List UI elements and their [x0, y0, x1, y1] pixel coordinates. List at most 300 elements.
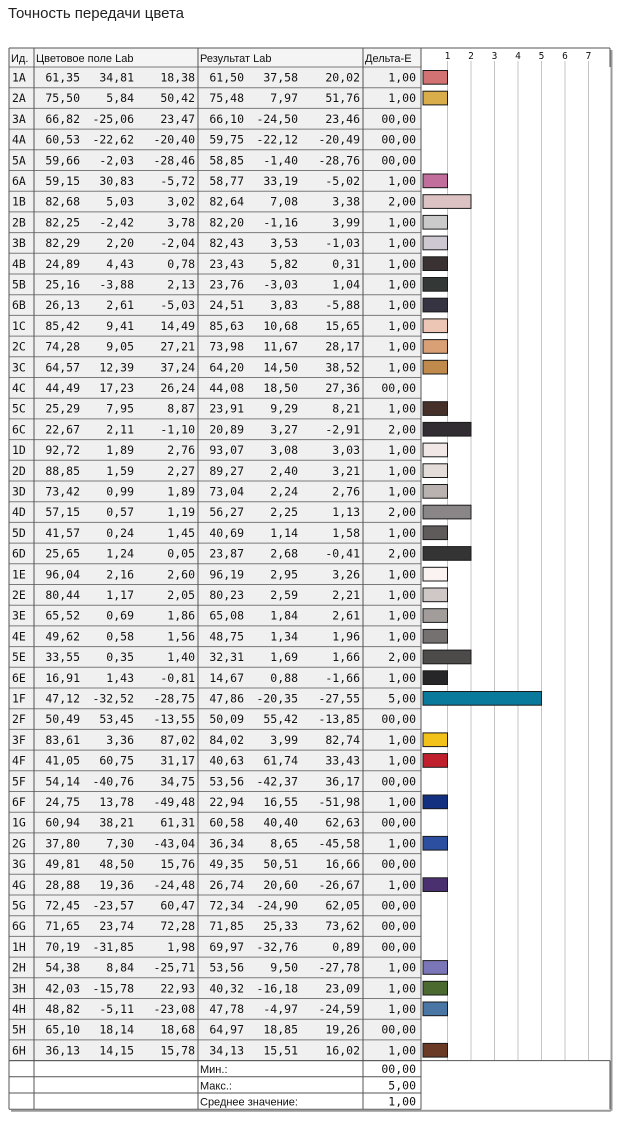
- target-lab-value: 14,49: [160, 318, 195, 333]
- row-id: 4A: [12, 132, 26, 147]
- row-id: 6D: [12, 546, 26, 561]
- target-lab-value: 41,57: [45, 525, 80, 540]
- table-row: [12, 940, 416, 954]
- result-lab-value: -24,50: [256, 111, 298, 126]
- result-lab-value: 50,09: [209, 712, 244, 727]
- delta-e-value: 1,00: [388, 629, 416, 644]
- result-lab-value: 23,91: [209, 401, 244, 416]
- table-row: [12, 857, 416, 871]
- result-lab-value: -1,40: [263, 153, 298, 168]
- result-lab-value: -5,02: [325, 174, 360, 188]
- result-lab-value: 15,65: [325, 318, 360, 333]
- delta-e-value: 00,00: [381, 1022, 416, 1037]
- target-lab-value: 44,49: [45, 381, 80, 395]
- target-lab-value: 73,42: [45, 484, 80, 499]
- result-lab-value: 47,78: [209, 1002, 244, 1016]
- result-lab-value: -45,58: [318, 836, 360, 851]
- target-lab-value: -31,85: [92, 939, 134, 954]
- delta-e-bar: [423, 505, 471, 519]
- delta-e-bar: [423, 981, 448, 995]
- result-lab-value: 49,35: [209, 857, 244, 872]
- target-lab-value: 41,05: [45, 753, 80, 768]
- target-lab-value: 70,19: [45, 939, 80, 954]
- result-lab-value: 7,97: [270, 91, 298, 106]
- result-lab-value: 1,69: [270, 650, 298, 665]
- target-lab-value: -2,03: [99, 153, 134, 168]
- result-lab-value: 23,46: [325, 111, 360, 126]
- delta-e-bar: [423, 319, 448, 333]
- row-id: 1E: [12, 567, 26, 582]
- target-lab-value: 82,29: [45, 236, 80, 251]
- target-lab-value: -2,42: [99, 215, 134, 230]
- row-id: 6C: [12, 422, 26, 437]
- result-lab-value: 7,08: [270, 194, 298, 209]
- target-lab-value: 64,57: [45, 360, 80, 375]
- delta-e-value: 00,00: [381, 857, 416, 872]
- result-lab-value: 84,02: [209, 732, 244, 747]
- scale-tick-label: 7: [585, 51, 592, 62]
- delta-e-value: 1,00: [388, 91, 416, 106]
- header-delta-e: Дельта-E: [365, 53, 412, 65]
- target-lab-value: 88,85: [45, 463, 80, 478]
- row-id: 1F: [12, 691, 26, 706]
- result-lab-value: 85,63: [209, 318, 244, 333]
- result-lab-value: 20,60: [263, 877, 298, 892]
- delta-e-bar: [423, 278, 448, 292]
- target-lab-value: 36,13: [45, 1043, 80, 1058]
- delta-e-bar: [423, 526, 448, 540]
- result-lab-value: 72,34: [209, 898, 244, 913]
- row-id: 4E: [12, 629, 26, 644]
- delta-e-value: 1,00: [388, 174, 416, 188]
- result-lab-value: 53,56: [209, 774, 244, 789]
- row-id: 2D: [12, 463, 26, 478]
- delta-e-bar: [423, 588, 448, 602]
- delta-e-bar: [423, 91, 448, 105]
- delta-e-bar: [423, 629, 448, 643]
- delta-e-value: 1,00: [388, 670, 416, 685]
- delta-e-bar: [423, 215, 448, 229]
- result-lab-value: 24,51: [209, 298, 244, 313]
- target-lab-value: 3,36: [106, 732, 134, 747]
- target-lab-value: -0,81: [160, 670, 195, 685]
- delta-e-value: 2,00: [388, 194, 416, 209]
- row-id: 5C: [12, 401, 26, 416]
- target-lab-value: 38,21: [99, 815, 134, 830]
- result-lab-value: 19,26: [325, 1022, 360, 1037]
- result-lab-value: 2,61: [332, 608, 360, 623]
- result-lab-value: 82,74: [325, 732, 360, 747]
- target-lab-value: 34,81: [99, 70, 134, 85]
- delta-e-value: 00,00: [381, 774, 416, 789]
- target-lab-value: -20,40: [153, 132, 195, 147]
- target-lab-value: 5,84: [106, 91, 134, 106]
- target-lab-value: -5,11: [99, 1002, 134, 1016]
- target-lab-value: 25,16: [45, 277, 80, 292]
- target-lab-value: 37,24: [160, 360, 195, 375]
- target-lab-value: 8,87: [167, 401, 195, 416]
- target-lab-value: -25,06: [92, 111, 134, 126]
- target-lab-value: 60,47: [160, 898, 195, 913]
- result-lab-value: 16,55: [263, 795, 298, 809]
- header-id: Ид.: [11, 53, 29, 65]
- row-id: 2C: [12, 339, 26, 354]
- delta-e-value: 00,00: [381, 939, 416, 954]
- row-id: 6F: [12, 795, 26, 809]
- scale-tick-label: 6: [562, 51, 568, 62]
- target-lab-value: 25,29: [45, 401, 80, 416]
- scale-tick-label: 4: [515, 51, 521, 62]
- result-lab-value: 36,17: [325, 774, 360, 789]
- row-id: 2E: [12, 588, 26, 602]
- target-lab-value: 0,78: [167, 256, 195, 271]
- target-lab-value: 24,75: [45, 795, 80, 809]
- header-target-lab: Цветовое поле Lab: [36, 53, 134, 65]
- delta-e-bar: [423, 174, 448, 188]
- target-lab-value: -2,04: [160, 236, 195, 251]
- delta-e-bar: [423, 422, 471, 436]
- target-lab-value: 18,38: [160, 70, 195, 85]
- result-lab-value: 61,74: [263, 753, 298, 768]
- target-lab-value: 27,21: [160, 339, 195, 354]
- result-lab-value: -2,91: [325, 422, 360, 437]
- delta-e-value: 1,00: [388, 215, 416, 230]
- target-lab-value: 1,89: [106, 443, 134, 458]
- target-lab-value: -5,72: [160, 174, 195, 188]
- result-lab-value: -24,90: [256, 898, 298, 913]
- summary-label: Макс.:: [200, 1080, 232, 1093]
- result-lab-value: 2,76: [332, 484, 360, 499]
- target-lab-value: 0,05: [167, 546, 195, 561]
- result-lab-value: 89,27: [209, 463, 244, 478]
- target-lab-value: 2,05: [167, 588, 195, 602]
- result-lab-value: 2,24: [270, 484, 298, 499]
- delta-e-bar: [423, 878, 448, 892]
- result-lab-value: 80,23: [209, 588, 244, 602]
- result-lab-value: 3,99: [332, 215, 360, 230]
- delta-e-value: 1,00: [388, 525, 416, 540]
- result-lab-value: 1,58: [332, 525, 360, 540]
- target-lab-value: 14,15: [99, 1043, 134, 1058]
- delta-e-value: 2,00: [388, 422, 416, 437]
- row-id: 6B: [12, 298, 26, 313]
- target-lab-value: 25,65: [45, 546, 80, 561]
- target-lab-value: -22,62: [92, 132, 134, 147]
- target-lab-value: -32,52: [92, 691, 134, 706]
- delta-e-bar: [423, 795, 448, 809]
- delta-e-value: 1,00: [388, 1043, 416, 1058]
- row-id: 5A: [12, 153, 26, 168]
- result-lab-value: 58,77: [209, 174, 244, 188]
- delta-e-value: 1,00: [388, 318, 416, 333]
- result-lab-value: 93,07: [209, 443, 244, 458]
- delta-e-value: 5,00: [388, 691, 416, 706]
- target-lab-value: 49,81: [45, 857, 80, 872]
- result-lab-value: 3,27: [270, 422, 298, 437]
- result-lab-value: 15,51: [263, 1043, 298, 1058]
- target-lab-value: -40,76: [92, 774, 134, 789]
- target-lab-value: 96,04: [45, 567, 80, 582]
- result-lab-value: -26,67: [318, 877, 360, 892]
- target-lab-value: 2,11: [106, 422, 134, 437]
- result-lab-value: 40,40: [263, 815, 298, 830]
- result-lab-value: -13,85: [318, 712, 360, 727]
- result-lab-value: 55,42: [263, 712, 298, 727]
- target-lab-value: 85,42: [45, 318, 80, 333]
- result-lab-value: -4,97: [263, 1002, 298, 1016]
- result-lab-value: 73,62: [325, 919, 360, 934]
- result-lab-value: -5,88: [325, 298, 360, 313]
- result-lab-value: 27,36: [325, 381, 360, 395]
- table-row: [12, 899, 416, 913]
- target-lab-value: 82,68: [45, 194, 80, 209]
- target-lab-value: -25,71: [153, 960, 195, 975]
- row-id: 3G: [12, 857, 26, 872]
- result-lab-value: 23,09: [325, 981, 360, 996]
- delta-e-value: 1,00: [388, 836, 416, 851]
- row-id: 2A: [12, 91, 26, 106]
- row-id: 5H: [12, 1022, 26, 1037]
- result-lab-value: 60,58: [209, 815, 244, 830]
- delta-e-value: 1,00: [388, 298, 416, 313]
- result-lab-value: 44,08: [209, 381, 244, 395]
- delta-e-bar: [423, 650, 471, 664]
- result-lab-value: 66,10: [209, 111, 244, 126]
- result-lab-value: 40,63: [209, 753, 244, 768]
- target-lab-value: 75,50: [45, 91, 80, 106]
- target-lab-value: 49,62: [45, 629, 80, 644]
- result-lab-value: 33,19: [263, 174, 298, 188]
- target-lab-value: 2,27: [167, 463, 195, 478]
- result-lab-value: -20,49: [318, 132, 360, 147]
- footer-area: [9, 1061, 610, 1110]
- target-lab-value: 1,24: [106, 546, 134, 561]
- target-lab-value: 18,68: [160, 1022, 195, 1037]
- row-id: 3H: [12, 981, 26, 996]
- target-lab-value: 26,24: [160, 381, 195, 395]
- delta-e-bar: [423, 443, 448, 457]
- result-lab-value: 1,13: [332, 505, 360, 520]
- target-lab-value: 23,47: [160, 111, 195, 126]
- delta-e-bar: [423, 340, 448, 354]
- target-lab-value: 42,03: [45, 981, 80, 996]
- delta-e-bar: [423, 609, 448, 623]
- target-lab-value: 17,23: [99, 381, 134, 395]
- target-lab-value: -15,78: [92, 981, 134, 996]
- target-lab-value: 7,95: [106, 401, 134, 416]
- result-lab-value: 22,94: [209, 795, 244, 809]
- header-result-lab: Результат Lab: [200, 53, 272, 65]
- result-lab-value: 3,53: [270, 236, 298, 251]
- result-lab-value: -32,76: [256, 939, 298, 954]
- summary-value: 1,00: [388, 1094, 416, 1109]
- target-lab-value: 23,74: [99, 919, 134, 934]
- delta-e-bar: [423, 298, 448, 312]
- row-id: 5B: [12, 277, 26, 292]
- target-lab-value: 24,89: [45, 256, 80, 271]
- row-id: 1H: [12, 939, 26, 954]
- delta-e-value: 1,00: [388, 256, 416, 271]
- result-lab-value: 73,98: [209, 339, 244, 354]
- delta-e-bar: [423, 547, 471, 561]
- row-id: 6H: [12, 1043, 26, 1058]
- result-lab-value: 2,95: [270, 567, 298, 582]
- row-id: 1C: [12, 318, 26, 333]
- result-lab-value: 1,34: [270, 629, 298, 644]
- result-lab-value: 37,58: [263, 70, 298, 85]
- result-lab-value: 2,59: [270, 588, 298, 602]
- row-id: 5E: [12, 650, 26, 665]
- delta-e-bar: [423, 464, 448, 478]
- delta-e-value: 1,00: [388, 277, 416, 292]
- result-lab-value: -1,66: [325, 670, 360, 685]
- delta-e-bar: [423, 360, 448, 374]
- row-id: 3A: [12, 111, 26, 126]
- result-lab-value: -24,59: [318, 1002, 360, 1016]
- result-lab-value: 18,85: [263, 1022, 298, 1037]
- target-lab-value: 2,13: [167, 277, 195, 292]
- delta-e-bar: [423, 485, 448, 499]
- result-lab-value: 62,05: [325, 898, 360, 913]
- result-lab-value: -27,55: [318, 691, 360, 706]
- target-lab-value: 60,53: [45, 132, 80, 147]
- target-lab-value: 2,61: [106, 298, 134, 313]
- result-lab-value: 16,66: [325, 857, 360, 872]
- delta-e-value: 1,00: [388, 236, 416, 251]
- delta-e-bar: [423, 1002, 448, 1016]
- target-lab-value: -23,08: [153, 1002, 195, 1016]
- result-lab-value: 0,31: [332, 256, 360, 271]
- result-lab-value: -22,12: [256, 132, 298, 147]
- delta-e-value: 1,00: [388, 608, 416, 623]
- result-lab-value: 75,48: [209, 91, 244, 106]
- target-lab-value: 22,67: [45, 422, 80, 437]
- target-lab-value: 1,86: [167, 608, 195, 623]
- delta-e-bar: [423, 71, 448, 85]
- delta-e-value: 1,00: [388, 463, 416, 478]
- target-lab-value: 2,60: [167, 567, 195, 582]
- target-lab-value: 57,15: [45, 505, 80, 520]
- result-lab-value: 58,85: [209, 153, 244, 168]
- scale-tick-label: 2: [468, 51, 474, 62]
- target-lab-value: 48,50: [99, 857, 134, 872]
- target-lab-value: 3,78: [167, 215, 195, 230]
- target-lab-value: 5,03: [106, 194, 134, 209]
- table-row: [12, 774, 416, 788]
- delta-e-bar: [423, 236, 448, 250]
- result-lab-value: 2,68: [270, 546, 298, 561]
- delta-e-bar: [423, 1043, 448, 1057]
- row-id: 6E: [12, 670, 26, 685]
- delta-e-bar: [423, 692, 542, 706]
- result-lab-value: 59,75: [209, 132, 244, 147]
- result-lab-value: 33,43: [325, 753, 360, 768]
- result-lab-value: 2,25: [270, 505, 298, 520]
- target-lab-value: 7,30: [106, 836, 134, 851]
- target-lab-value: -3,88: [99, 277, 134, 292]
- target-lab-value: 83,61: [45, 732, 80, 747]
- target-lab-value: -24,48: [153, 877, 195, 892]
- result-lab-value: 96,19: [209, 567, 244, 582]
- target-lab-value: 12,39: [99, 360, 134, 375]
- result-lab-value: 47,86: [209, 691, 244, 706]
- target-lab-value: 18,14: [99, 1022, 134, 1037]
- row-id: 4D: [12, 505, 26, 520]
- table-row: [12, 153, 416, 167]
- delta-e-value: 1,00: [388, 70, 416, 85]
- row-id: 2G: [12, 836, 26, 851]
- result-lab-value: 62,63: [325, 815, 360, 830]
- result-lab-value: 51,76: [325, 91, 360, 106]
- target-lab-value: 28,88: [45, 877, 80, 892]
- delta-e-value: 00,00: [381, 153, 416, 168]
- delta-e-bar: [423, 671, 448, 685]
- result-lab-value: 1,84: [270, 608, 298, 623]
- target-lab-value: 30,83: [99, 174, 134, 188]
- delta-e-value: 2,00: [388, 650, 416, 665]
- target-lab-value: 74,28: [45, 339, 80, 354]
- delta-e-value: 00,00: [381, 815, 416, 830]
- delta-e-value: 1,00: [388, 339, 416, 354]
- result-lab-value: 23,76: [209, 277, 244, 292]
- delta-e-value: 1,00: [388, 732, 416, 747]
- summary-label: Среднее значение:: [200, 1096, 298, 1109]
- result-lab-value: 40,69: [209, 525, 244, 540]
- target-lab-value: 15,76: [160, 857, 195, 872]
- target-lab-value: 9,05: [106, 339, 134, 354]
- delta-e-value: 00,00: [381, 132, 416, 147]
- row-id: 4B: [12, 256, 26, 271]
- target-lab-value: -28,46: [153, 153, 195, 168]
- target-lab-value: 19,36: [99, 877, 134, 892]
- scale-tick-label: 5: [538, 51, 545, 62]
- row-id: 2H: [12, 960, 26, 975]
- result-lab-value: 28,17: [325, 339, 360, 354]
- target-lab-value: 59,15: [45, 174, 80, 188]
- delta-e-value: 00,00: [381, 111, 416, 126]
- delta-e-bar: [423, 257, 448, 271]
- result-lab-value: 1,96: [332, 629, 360, 644]
- row-id: 1A: [12, 70, 26, 85]
- result-lab-value: 3,08: [270, 443, 298, 458]
- result-lab-value: 10,68: [263, 318, 298, 333]
- result-lab-value: 20,02: [325, 70, 360, 85]
- target-lab-value: 61,35: [45, 70, 80, 85]
- row-id: 1B: [12, 194, 26, 209]
- result-lab-value: 3,21: [332, 463, 360, 478]
- target-lab-value: 9,41: [106, 318, 134, 333]
- target-lab-value: 50,42: [160, 91, 195, 106]
- target-lab-value: 15,78: [160, 1043, 195, 1058]
- row-id: 5G: [12, 898, 26, 913]
- target-lab-value: 65,10: [45, 1022, 80, 1037]
- result-lab-value: 1,66: [332, 650, 360, 665]
- target-lab-value: 37,80: [45, 836, 80, 851]
- result-lab-value: 23,87: [209, 546, 244, 561]
- result-lab-value: 53,56: [209, 960, 244, 975]
- result-lab-value: -0,41: [325, 546, 360, 561]
- row-id: 3D: [12, 484, 26, 499]
- result-lab-value: 64,20: [209, 360, 244, 375]
- delta-e-value: 00,00: [381, 712, 416, 727]
- delta-e-value: 00,00: [381, 919, 416, 934]
- result-lab-value: 9,29: [270, 401, 298, 416]
- delta-e-value: 1,00: [388, 443, 416, 458]
- delta-e-bar: [423, 195, 471, 209]
- target-lab-value: 33,55: [45, 650, 80, 665]
- table-row: [12, 133, 416, 147]
- target-lab-value: 16,91: [45, 670, 80, 685]
